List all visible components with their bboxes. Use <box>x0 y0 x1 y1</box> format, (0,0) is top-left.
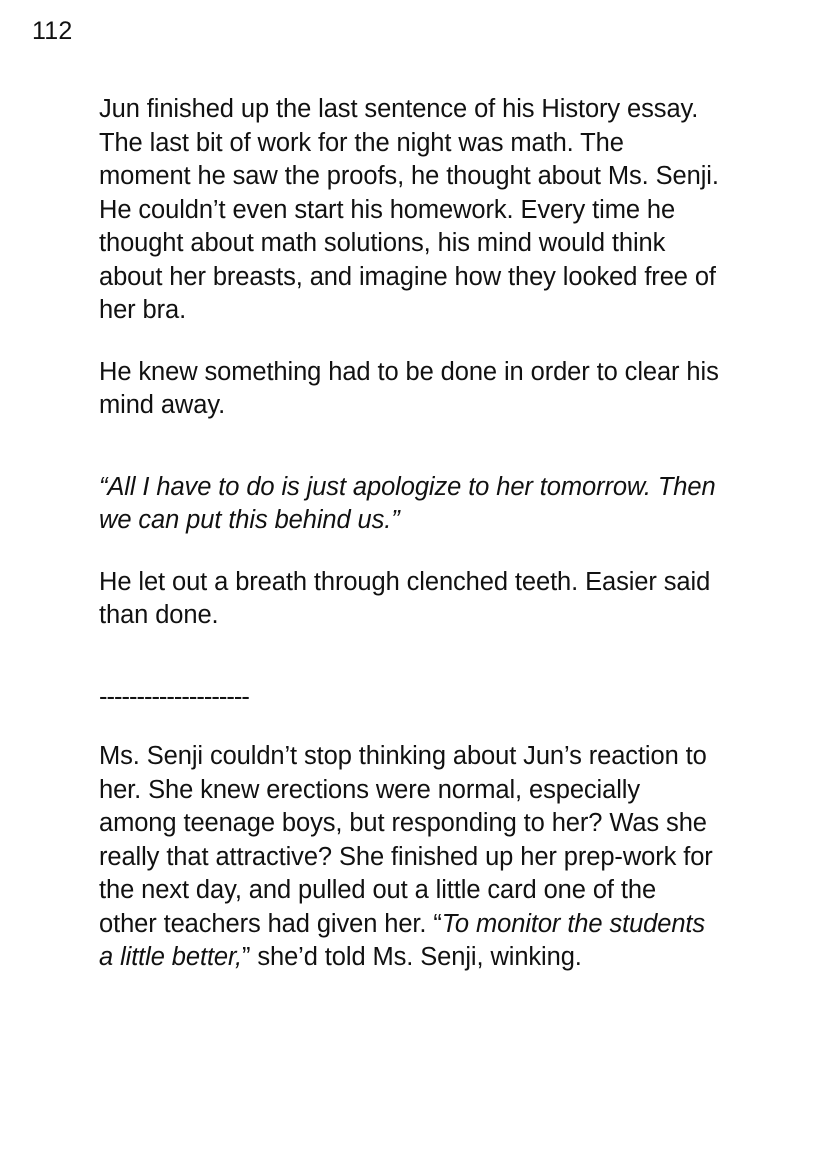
paragraph-quote: “All I have to do is just apologize to her tomorrow. Then we can put this behind us.” <box>99 472 716 534</box>
paragraph-2: He knew something had to be done in order to clear his mind away. <box>99 357 719 419</box>
page-number: 112 <box>32 17 73 45</box>
paragraph-final-tail: ” she’d told Ms. Senji, winking. <box>241 943 582 971</box>
divider-spacer <box>99 661 719 681</box>
section-divider: -------------------- <box>99 682 249 711</box>
paragraph-final <box>99 740 719 975</box>
paragraph-final-italic: To monitor the students a little better, <box>99 909 706 971</box>
page-content <box>99 93 719 975</box>
paragraph-4: He let out a breath through clenched teeth. Easier said than done. <box>99 567 711 629</box>
paragraph-final-lead: Ms. Senji couldn’t stop thinking about Jun’s reaction to her. She knew erections were normal, especially among teenage boys, but responding to her? Was she really that attractive? She finished up her prep-work for the next day, and pulled out a little card one of the other teachers had given her. “ <box>99 742 713 938</box>
paragraph-spacer <box>99 451 719 471</box>
paragraph-1: Jun finished up the last sentence of his History essay. The last bit of work for the night was math. The moment he saw the proofs, he thought about Ms. Senji. He couldn’t even start his homework. Every time he thought about math solutions, his mind would think about her breasts, and imagine how they looked free of her bra. <box>99 95 719 324</box>
